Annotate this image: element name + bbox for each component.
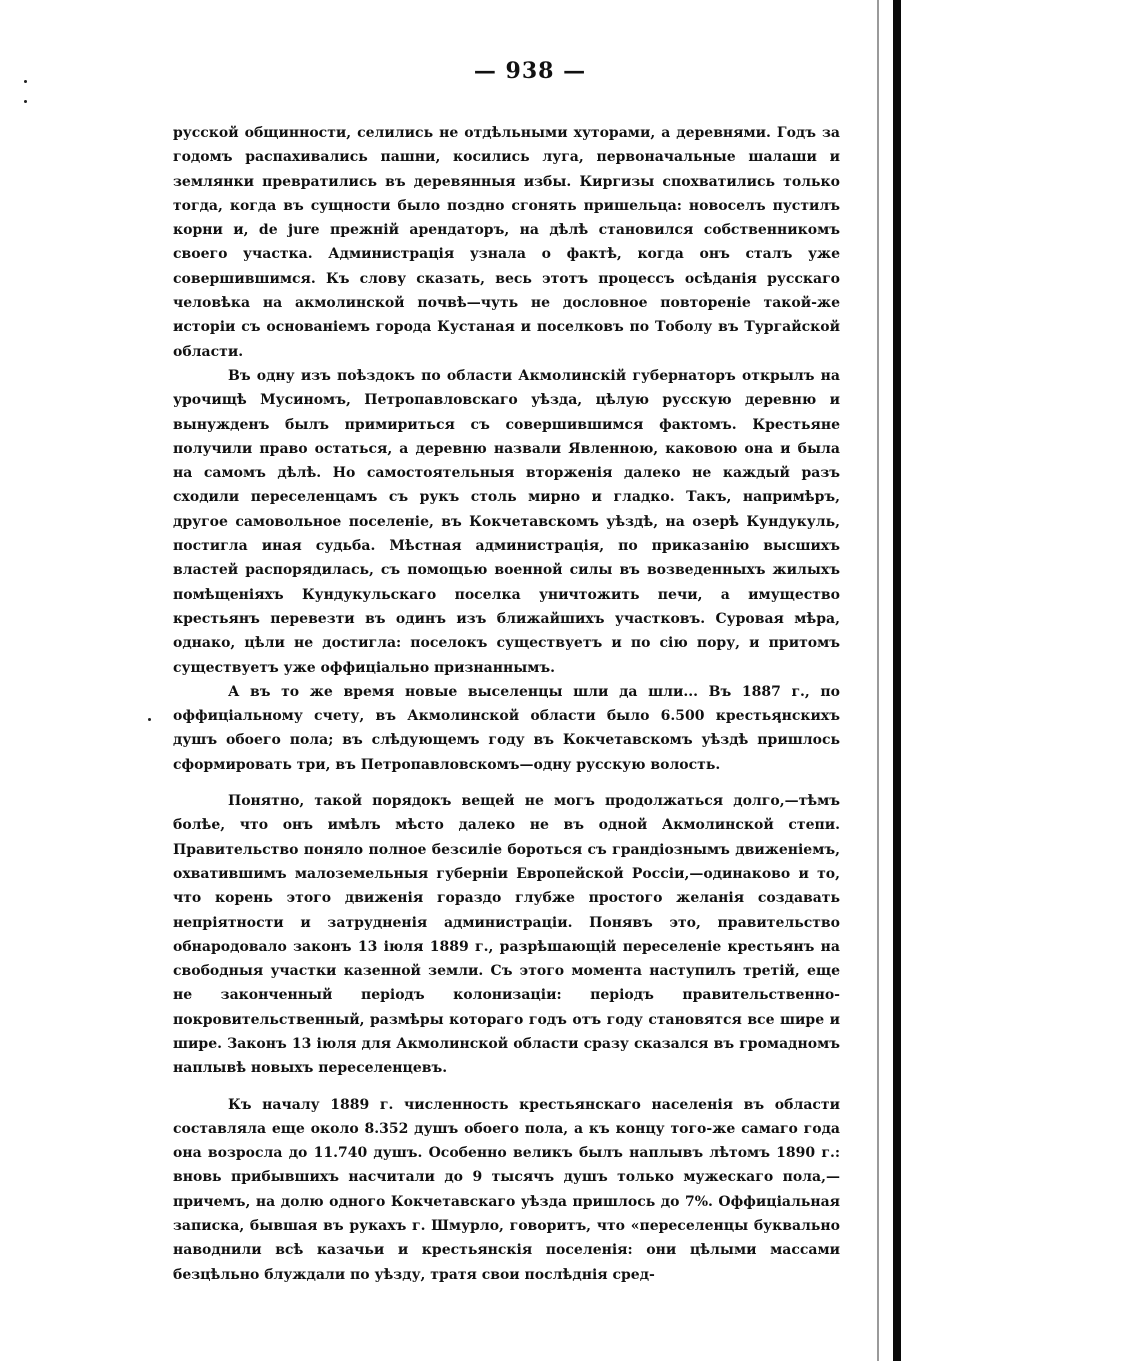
paragraph: русской общинности, селились не отдѣльными хуторами, а деревнями. Годъ за годомъ распахивались пашни, косились луга, первоначальные шалаши и землянки превратились въ деревянныя избы. Киргизы спохватились только тогда, когда въ сущности было поздно сгонять пришельца: новоселъ пустилъ корни и, de jure прежній арендаторъ, на дѣлѣ становился собственникомъ своего участка. Администрація узнала о фактѣ, когда онъ сталъ уже совершившимся. Къ слову сказать, весь этотъ процессъ осѣданія русскаго человѣка на акмолинской почвѣ—чуть не дословное повтореніе такой-же исторіи съ основаніемъ города Кустаная и поселковъ по Тоболу въ Тургайской области. <box>173 125 840 360</box>
paragraph: Понятно, такой порядокъ вещей не могъ продолжаться долго,—тѣмъ болѣе, что онъ имѣлъ мѣсто далеко не въ одной Акмолинской степи. Правительство поняло полное безсиліе бороться съ грандіознымъ движеніемъ, охватившимъ малоземельныя губерніи Европейской Россіи,—одинаково и то, что корень этого движенія гораздо глубже простого желанія создавать непріятности и затрудненія администраціи. Понявъ это, правительство обнародовало законъ 13 іюля 1889 г., разрѣшающій переселеніе крестьянъ на свободныя участки казенной земли. Съ этого момента наступилъ третій, еще не законченный періодъ колонизаціи: періодъ правительственно-покровительственный, размѣры котораго годъ отъ году становятся все шире и шире. Законъ 13 іюля для Акмолинской области сразу сказался въ громадномъ наплывѣ новыхъ переселенцевъ. <box>173 793 840 1077</box>
binding-shadow <box>877 0 879 1361</box>
page-number: — 938 — <box>473 58 587 84</box>
paragraph: Въ одну изъ поѣздокъ по области Акмолинскій губернаторъ открылъ на урочищѣ Мусиномъ, Петропавловскаго уѣзда, цѣлую русскую деревню и вынужденъ былъ примириться съ совершившимся фактомъ. Крестьяне получили право остаться, а деревню назвали Явленною, каковою она и была на самомъ дѣлѣ. Но самостоятельныя вторженія далеко не каждый разъ сходили переселенцамъ съ рукъ столь мирно и гладко. Такъ, напримѣръ, другое самовольное поселеніе, въ Кокчетавскомъ уѣздѣ, на озерѣ Кундукуль, постигла иная судьба. Мѣстная администрація, по приказанію высшихъ властей распорядилась, съ помощью военной силы въ возведенныхъ жилыхъ помѣщеніяхъ Кундукульскаго поселка уничтожить печи, а имущество крестьянъ перевезти въ одинъ изъ ближайшихъ участковъ. Суровая мѣра, однако, цѣли не достигла: поселокъ существуетъ и по сію пору, и притомъ существуетъ уже оффиціально признаннымъ. <box>173 367 840 676</box>
margin-mark <box>24 100 27 103</box>
page-edge-border <box>893 0 901 1361</box>
margin-mark <box>24 80 27 83</box>
margin-mark <box>148 718 151 721</box>
body-text <box>173 121 840 1287</box>
paragraph: Къ началу 1889 г. численность крестьянскаго населенія въ области составляла еще около 8.352 душъ обоего пола, а къ концу того-же самаго года она возросла до 11.740 душъ. Особенно великъ былъ наплывъ лѣтомъ 1890 г.: вновь прибывшихъ насчитали до 9 тысячъ душъ только мужескаго пола,—причемъ, на долю одного Кокчетавскаго уѣзда пришлось до 7%. Оффиціальная записка, бывшая въ рукахъ г. Шмурло, говоритъ, что «переселенцы буквально наводнили всѣ казачьи и крестьянскія поселенія: они цѣлыми массами безцѣльно блуждали по уѣзду, тратя свои послѣднія сред- <box>173 1096 840 1283</box>
paragraph: А въ то же время новые выселенцы шли да шли... Въ 1887 г., по оффиціальному счету, въ Акмолинской области было 6.500 крестьянскихъ душъ обоего пола; въ слѣдующемъ году въ Кокчетавскомъ уѣздѣ пришлось сформировать три, въ Петропавловскомъ—одну русскую волость. <box>173 683 840 773</box>
